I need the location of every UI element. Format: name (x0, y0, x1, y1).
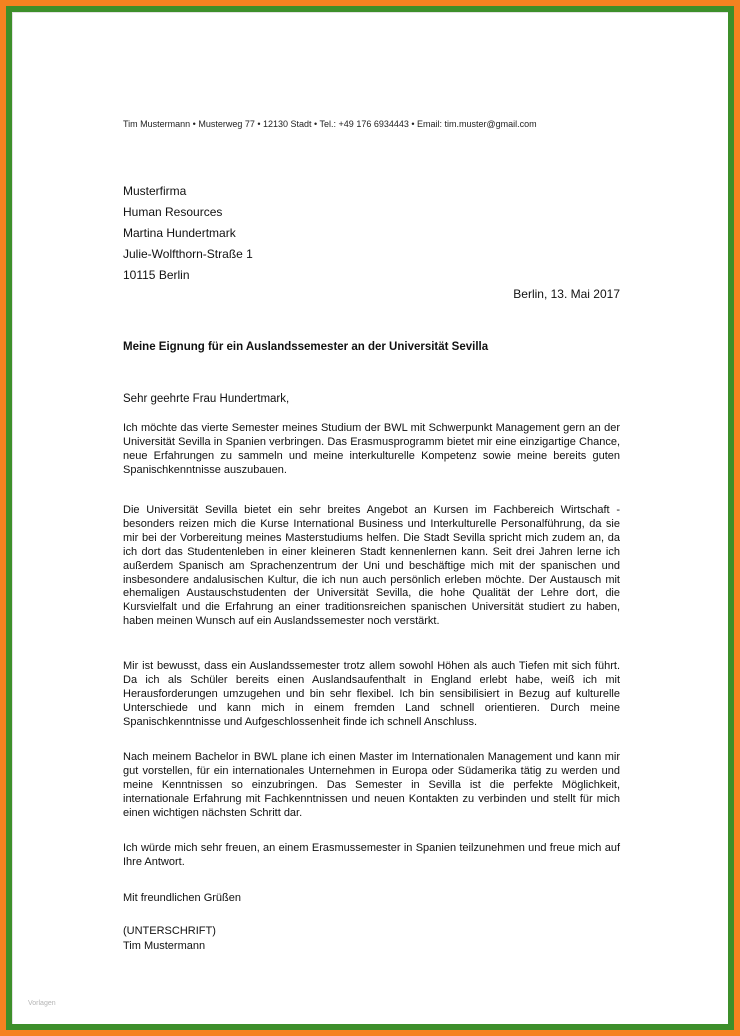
recipient-name: Martina Hundertmark (123, 226, 236, 240)
letter-date: Berlin, 13. Mai 2017 (513, 287, 620, 301)
body-paragraph: Mir ist bewusst, dass ein Auslandssemester trotz allem sowohl Höhen als auch Tiefen mit sich führt. Da ich als Schüler bereits einen Auslandsaufenthalt in England erlebt habe, weiß ich mit Herausforderungen umzugehen und bin sehr flexibel. Ich bin sensibilisiert in Bezug auf kulturelle Unterschiede und kann mich in einem fremden Land schnell orientieren. Durch meine Spanischkenntnisse und Aufgeschlossenheit finde ich schnell Anschluss. (123, 660, 620, 728)
recipient-address (123, 181, 253, 286)
closing-phrase: Mit freundlichen Grüßen (123, 892, 241, 904)
recipient-city: 10115 Berlin (123, 268, 190, 282)
letter-subject: Meine Eignung für ein Auslandssemester an der Universität Sevilla (123, 341, 489, 353)
signature-block (123, 924, 216, 954)
sender-line: Tim Mustermann • Musterweg 77 • 12130 Stadt • Tel.: +49 176 6934443 • Email: tim.muster@gmail.com (123, 119, 537, 129)
letter-page (12, 12, 728, 1024)
body-paragraph: Die Universität Sevilla bietet ein sehr breites Angebot an Kursen im Fachbereich Wirtschaft - besonders reizen mich die Kurse International Business und Interkulturelle Personalführung, da sie mir bei der Vorbereitung meines Masterstudiums helfen. Die Stadt Sevilla spricht mich zudem an, da ich dort das Studentenleben in einer kleineren Stadt kennenlernen kann. Seit drei Jahren lerne ich außerdem Spanisch am Sprachenzentrum der Uni und beschäftige mich mit der spanischen und insbesondere andalusischen Kultur, die ich nun auch persönlich erleben möchte. Der Austausch mit ehemaligen Austauschstudenten der Universität Sevilla, die hohe Qualität der Lehre dort, die Kursvielfalt und die Erfahrung an einer traditionsreichen spanischen Universität studiert zu haben, haben meinen Wunsch auf ein Auslandssemester noch verstärkt. (123, 504, 620, 628)
signature-placeholder: (UNTERSCHRIFT) (123, 925, 216, 937)
body-paragraph: Ich würde mich sehr freuen, an einem Erasmussemester in Spanien teilzunehmen und freue mich auf Ihre Antwort. (123, 842, 620, 868)
body-paragraph: Nach meinem Bachelor in BWL plane ich einen Master im Internationalen Management und kann mir gut vorstellen, für ein internationales Unternehmen in Europa oder Südamerika tätig zu werden und meine Kenntnissen so einzubringen. Das Semester in Sevilla ist die perfekte Möglichkeit, internationale Erfahrung mit Fachkenntnissen und neuen Kontakten zu verbinden und stellt für mich einen wichtigen nächsten Schritt dar. (123, 751, 620, 819)
recipient-street: Julie-Wolfthorn-Straße 1 (123, 247, 253, 261)
recipient-department: Human Resources (123, 205, 223, 219)
watermark: Vorlagen (28, 1000, 56, 1007)
salutation: Sehr geehrte Frau Hundertmark, (123, 393, 290, 405)
signature-name: Tim Mustermann (123, 940, 206, 952)
body-paragraph: Ich möchte das vierte Semester meines Studium der BWL mit Schwerpunkt Management gern an der Universität Sevilla in Spanien verbringen. Das Erasmusprogramm bietet mir eine einzigartige Chance, neue Erfahrungen zu sammeln und meine interkulturelle Kompetenz sowie meine bereits guten Spanischkenntnisse auszubauen. (123, 422, 620, 476)
recipient-company: Musterfirma (123, 184, 187, 198)
